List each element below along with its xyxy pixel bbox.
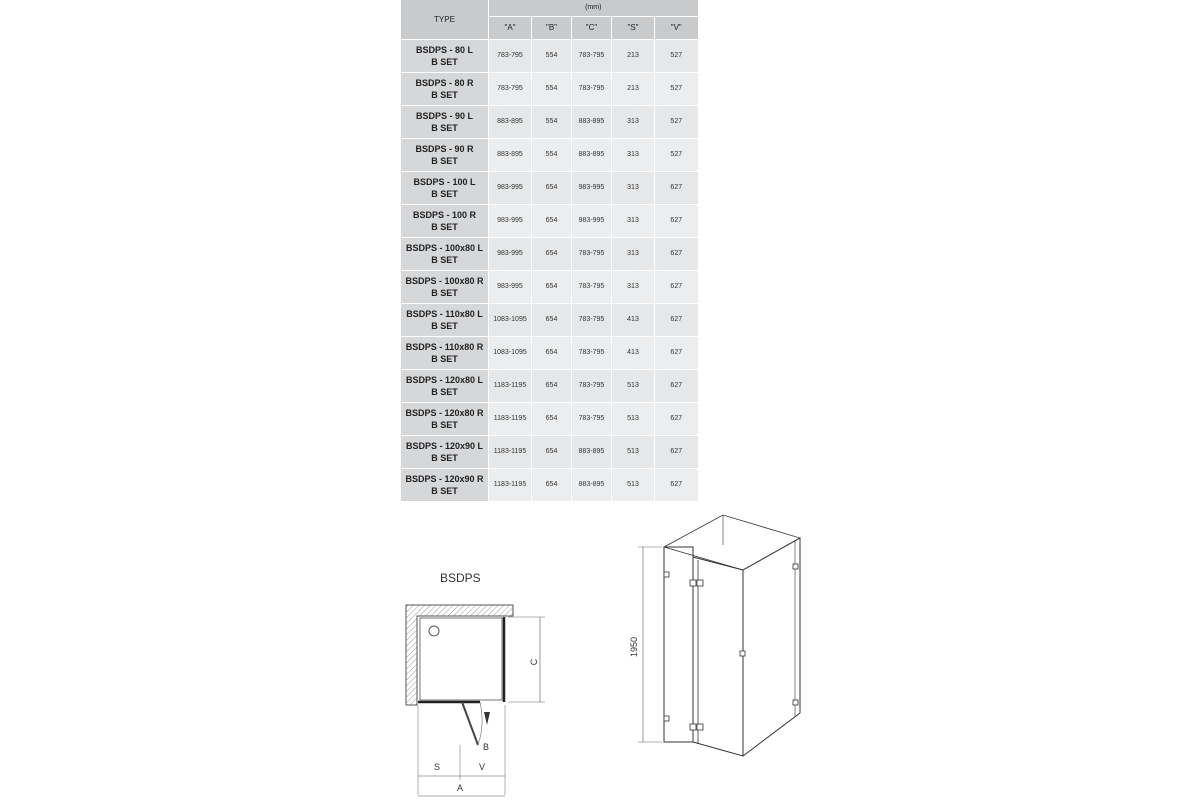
type-cell — [401, 171, 489, 204]
table-row — [401, 72, 698, 105]
cell-b: 654 — [532, 336, 572, 369]
type-set: B SET — [431, 155, 458, 166]
cell-a: 1183-1195 — [489, 402, 532, 435]
table-row — [401, 171, 698, 204]
type-name: BSDPS - 120x90 R — [405, 473, 484, 484]
cell-a: 783-795 — [489, 72, 532, 105]
cell-c: 783-795 — [572, 402, 612, 435]
shower-tray — [420, 618, 502, 700]
table-row — [401, 270, 698, 303]
type-set: B SET — [431, 188, 458, 199]
cell-s: 513 — [612, 369, 655, 402]
table-row — [401, 204, 698, 237]
type-name: BSDPS - 80 L — [415, 44, 473, 55]
type-cell — [401, 402, 489, 435]
door-swing — [462, 702, 478, 745]
cell-c: 883-895 — [572, 138, 612, 171]
type-cell — [401, 468, 489, 501]
column-header: "A" — [489, 16, 532, 39]
side-panel — [743, 538, 800, 756]
hinge-icon — [664, 572, 669, 577]
cell-s: 313 — [612, 105, 655, 138]
type-set: B SET — [431, 320, 458, 331]
cell-a: 983-995 — [489, 270, 532, 303]
plan-title: BSDPS — [440, 571, 481, 585]
type-cell — [401, 39, 489, 72]
type-set: B SET — [431, 452, 458, 463]
type-name: BSDPS - 100x80 R — [405, 275, 484, 286]
cell-a: 983-995 — [489, 204, 532, 237]
cell-c: 783-795 — [572, 237, 612, 270]
cell-v: 627 — [655, 270, 698, 303]
cell-a: 1183-1195 — [489, 369, 532, 402]
type-set: B SET — [431, 221, 458, 232]
cell-c: 883-895 — [572, 105, 612, 138]
cell-s: 513 — [612, 402, 655, 435]
cell-a: 1083-1095 — [489, 336, 532, 369]
column-header: "B" — [532, 16, 572, 39]
wall — [406, 605, 513, 705]
dimension-label-v: V — [478, 762, 486, 772]
type-cell — [401, 336, 489, 369]
cell-c: 883-895 — [572, 435, 612, 468]
cell-s: 213 — [612, 39, 655, 72]
type-name: BSDPS - 110x80 R — [405, 341, 484, 352]
type-cell — [401, 204, 489, 237]
type-name: BSDPS - 120x80 L — [405, 374, 484, 385]
type-set: B SET — [431, 89, 458, 100]
handle-icon — [740, 651, 745, 656]
cell-c: 783-795 — [572, 303, 612, 336]
table-row — [401, 369, 698, 402]
cell-s: 313 — [612, 204, 655, 237]
type-name: BSDPS - 120x80 R — [405, 407, 484, 418]
cell-a: 883-895 — [489, 138, 532, 171]
table-row — [401, 402, 698, 435]
cell-s: 313 — [612, 138, 655, 171]
cell-a: 983-995 — [489, 171, 532, 204]
cell-a: 1183-1195 — [489, 435, 532, 468]
cell-s: 413 — [612, 303, 655, 336]
cell-b: 654 — [532, 435, 572, 468]
cell-v: 527 — [655, 138, 698, 171]
cell-a: 1183-1195 — [489, 468, 532, 501]
cell-b: 554 — [532, 105, 572, 138]
type-name: BSDPS - 100 R — [412, 209, 477, 220]
cell-s: 313 — [612, 237, 655, 270]
cell-a: 883-895 — [489, 105, 532, 138]
hinge-icon — [690, 580, 696, 586]
type-set: B SET — [431, 353, 458, 364]
dimensions-table — [400, 0, 698, 502]
table-row — [401, 468, 698, 501]
type-header: TYPE — [401, 0, 489, 39]
cell-s: 313 — [612, 171, 655, 204]
cell-v: 627 — [655, 435, 698, 468]
cell-b: 654 — [532, 237, 572, 270]
floor-plan-diagram — [395, 595, 565, 800]
cell-v: 627 — [655, 402, 698, 435]
cell-a: 783-795 — [489, 39, 532, 72]
type-cell — [401, 138, 489, 171]
cell-c: 983-995 — [572, 171, 612, 204]
hinge-icon — [793, 564, 798, 569]
type-set: B SET — [431, 485, 458, 496]
dimension-label-s: S — [433, 762, 441, 772]
unit-header: (mm) — [489, 0, 698, 16]
cell-s: 413 — [612, 336, 655, 369]
hinge-icon — [697, 724, 703, 730]
cell-a: 1083-1095 — [489, 303, 532, 336]
type-name: BSDPS - 110x80 L — [406, 308, 483, 319]
dimension-label-c: C — [529, 658, 539, 666]
cell-c: 783-795 — [572, 270, 612, 303]
type-set: B SET — [431, 386, 458, 397]
cell-v: 627 — [655, 336, 698, 369]
column-header: "C" — [572, 16, 612, 39]
dimension-label-b: B — [483, 742, 490, 752]
cell-v: 627 — [655, 369, 698, 402]
cell-b: 654 — [532, 303, 572, 336]
cell-v: 627 — [655, 204, 698, 237]
type-set: B SET — [431, 122, 458, 133]
type-set: B SET — [431, 254, 458, 265]
cell-c: 783-795 — [572, 336, 612, 369]
cell-v: 627 — [655, 468, 698, 501]
cell-v: 527 — [655, 105, 698, 138]
type-cell — [401, 105, 489, 138]
cell-b: 654 — [532, 171, 572, 204]
cell-v: 627 — [655, 171, 698, 204]
type-name: BSDPS - 100x80 L — [405, 242, 484, 253]
cell-b: 654 — [532, 204, 572, 237]
type-set: B SET — [431, 287, 458, 298]
type-name: BSDPS - 90 L — [415, 110, 473, 121]
table-row — [401, 237, 698, 270]
dimension-label-a: A — [456, 783, 464, 793]
type-cell — [401, 435, 489, 468]
cell-b: 554 — [532, 72, 572, 105]
type-cell — [401, 237, 489, 270]
drain-icon — [429, 626, 439, 636]
cell-b: 554 — [532, 138, 572, 171]
column-header: "S" — [612, 16, 655, 39]
cell-s: 513 — [612, 435, 655, 468]
hinge-icon — [664, 716, 669, 721]
type-cell — [401, 369, 489, 402]
cell-c: 783-795 — [572, 369, 612, 402]
cell-v: 627 — [655, 237, 698, 270]
height-dimension-label: 1950 — [629, 636, 639, 658]
column-header: "V" — [655, 16, 698, 39]
type-name: BSDPS - 120x90 L — [405, 440, 484, 451]
cell-v: 527 — [655, 39, 698, 72]
type-set: B SET — [431, 56, 458, 67]
hinge-icon — [690, 724, 696, 730]
hinge-icon — [697, 580, 703, 586]
door-arc — [478, 702, 482, 745]
table-row — [401, 138, 698, 171]
cell-c: 983-995 — [572, 204, 612, 237]
cell-b: 554 — [532, 39, 572, 72]
table-row — [401, 435, 698, 468]
cell-c: 883-895 — [572, 468, 612, 501]
table-row — [401, 105, 698, 138]
cell-a: 983-995 — [489, 237, 532, 270]
type-name: BSDPS - 90 R — [415, 143, 474, 154]
hinge-icon — [793, 700, 798, 705]
cell-b: 654 — [532, 270, 572, 303]
cell-s: 313 — [612, 270, 655, 303]
cell-s: 213 — [612, 72, 655, 105]
cell-c: 783-795 — [572, 72, 612, 105]
cell-v: 527 — [655, 72, 698, 105]
cell-c: 783-795 — [572, 39, 612, 72]
type-set: B SET — [431, 419, 458, 430]
cell-b: 654 — [532, 369, 572, 402]
elevation-diagram — [615, 510, 815, 760]
table-row — [401, 303, 698, 336]
table-row — [401, 336, 698, 369]
cell-b: 654 — [532, 468, 572, 501]
cell-b: 654 — [532, 402, 572, 435]
type-cell — [401, 72, 489, 105]
type-name: BSDPS - 100 L — [413, 176, 476, 187]
type-cell — [401, 303, 489, 336]
type-name: BSDPS - 80 R — [415, 77, 474, 88]
table-row — [401, 39, 698, 72]
cell-v: 627 — [655, 303, 698, 336]
type-cell — [401, 270, 489, 303]
cell-s: 513 — [612, 468, 655, 501]
